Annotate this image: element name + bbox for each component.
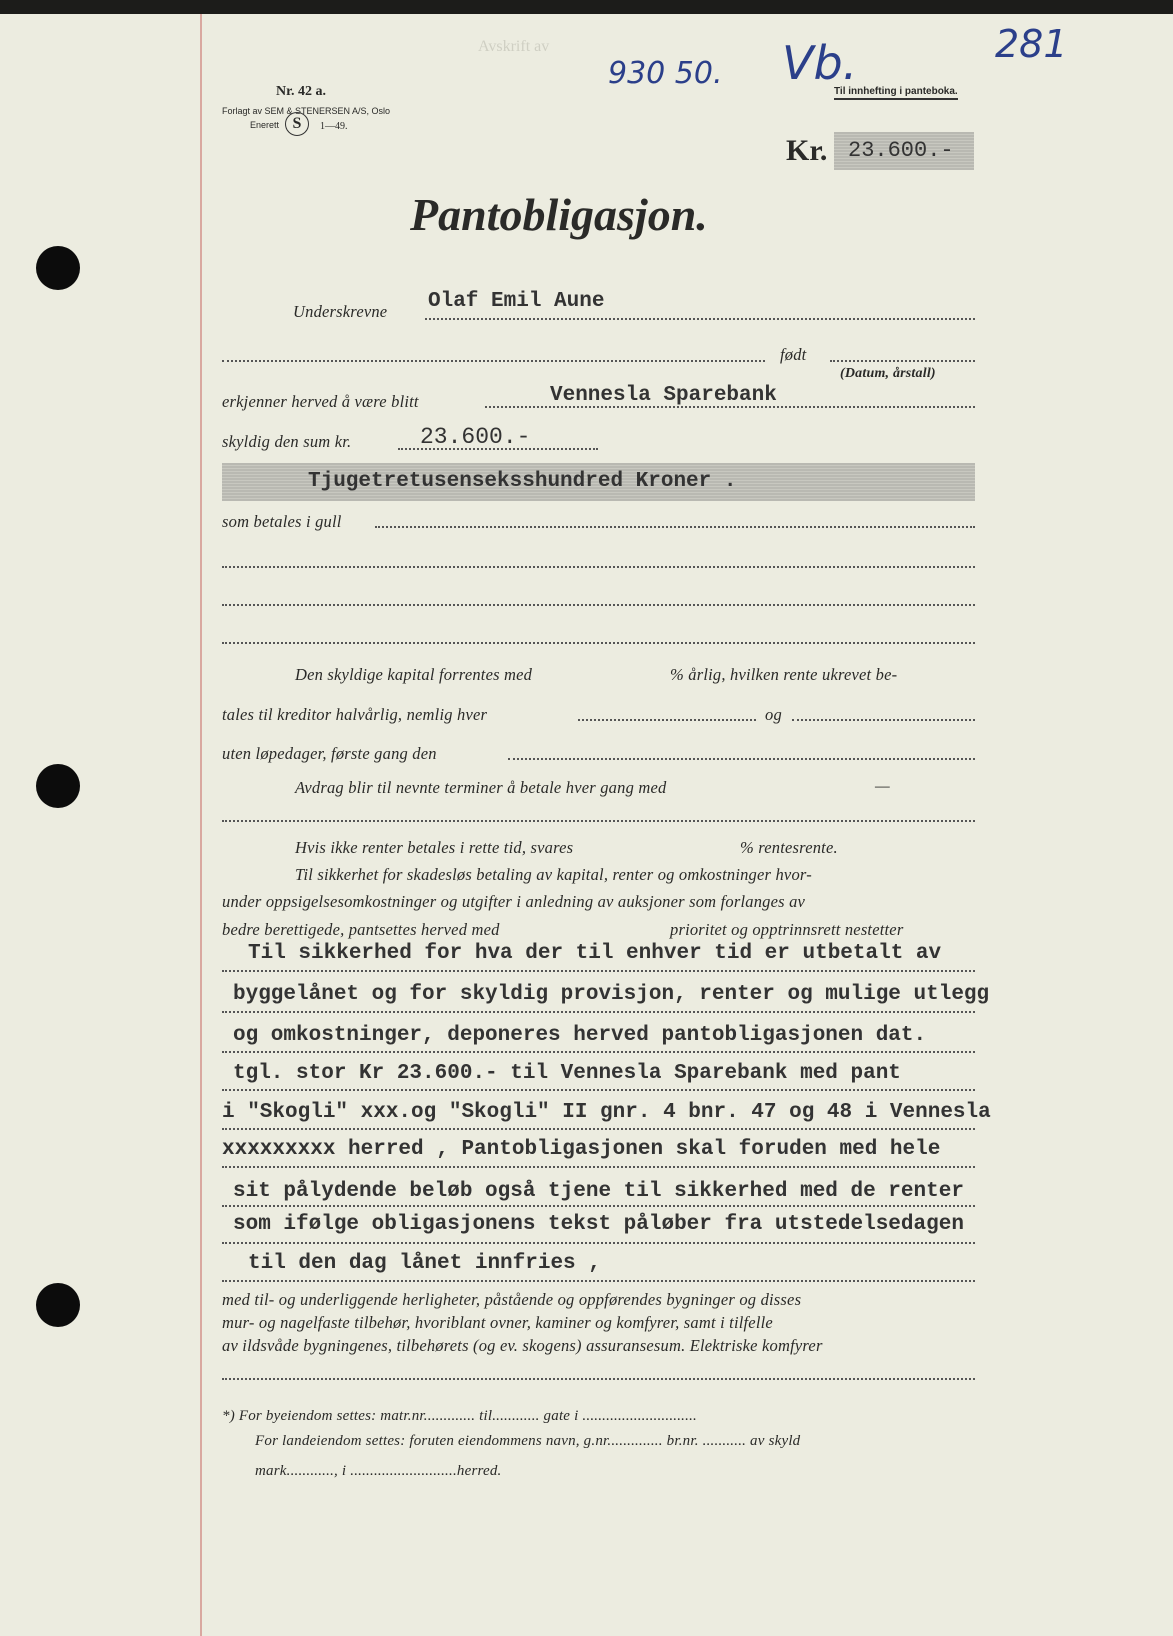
skyldig-label: skyldig den sum kr. bbox=[222, 432, 352, 451]
page-number: 281 bbox=[995, 22, 1068, 66]
gull-label: som betales i gull bbox=[222, 512, 342, 531]
erkjenner-label: erkjenner herved å være blitt bbox=[222, 392, 419, 411]
sum-value: 23.600.- bbox=[420, 424, 531, 450]
copyright: Enerett bbox=[250, 120, 280, 130]
faint-stamp: Avskrift av bbox=[478, 38, 550, 55]
underskrevne-label: Underskrevne bbox=[293, 302, 388, 321]
edition: 1—49. bbox=[320, 121, 348, 132]
punch-hole bbox=[36, 1283, 80, 1327]
page-title: Pantobligasjon. bbox=[410, 189, 708, 240]
punch-hole bbox=[36, 246, 80, 290]
form-number: Nr. 42 a. bbox=[276, 84, 327, 99]
punch-hole bbox=[36, 764, 80, 808]
rente-text: tales til kreditor halvårlig, nemlig hver bbox=[222, 705, 488, 724]
binding-note: Til innhefting i panteboka. bbox=[834, 86, 958, 100]
closing-text: mur- og nagelfaste tilbehør, hvoriblant ovner, kaminer og komfyrer, samt i tilfelle bbox=[222, 1313, 773, 1332]
avdrag-text: Avdrag blir til nevnte terminer å betale hver gang med bbox=[295, 778, 667, 797]
margin-line bbox=[200, 14, 202, 1636]
initials: Vb. bbox=[782, 36, 858, 90]
avdrag-value: — bbox=[875, 776, 890, 795]
sikkerhet-text: under oppsigelsesomkostninger og utgifter i anledning av auksjoner som forlanges av bbox=[222, 892, 806, 911]
closing-text: av ildsvåde bygningenes, tilbehørets (og ev. skogens) assuransesum. Elektriske komfyrer bbox=[222, 1336, 823, 1355]
typed-line: sit pålydende beløb også tjene til sikkerhed med de renter bbox=[233, 1180, 964, 1203]
typed-line: xxxxxxxxx herred , Pantobligasjonen skal foruden med hele bbox=[222, 1138, 941, 1161]
fodt-label: født bbox=[780, 345, 807, 364]
underskrevne-value: Olaf Emil Aune bbox=[428, 290, 605, 313]
footnote: *) For byeiendom settes: matr.nr............. til............ gate i ............................. bbox=[222, 1408, 697, 1424]
sum-words: Tjugetretusenseksshundred Kroner . bbox=[308, 470, 737, 493]
typed-line: til den dag lånet innfries , bbox=[248, 1252, 601, 1275]
footnote: mark............, i ...........................herred. bbox=[255, 1463, 502, 1479]
footnote: For landeiendom settes: foruten eiendommens navn, g.nr.............. br.nr. ........... av skyld bbox=[255, 1433, 801, 1449]
typed-line: Til sikkerhed for hva der til enhver tid er utbetalt av bbox=[248, 942, 942, 965]
typed-line: tgl. stor Kr 23.600.- til Vennesla Sparebank med pant bbox=[233, 1062, 901, 1085]
datum-note: (Datum, årstall) bbox=[840, 366, 936, 381]
hvis-text: % rentesrente. bbox=[740, 838, 838, 857]
rente-text: og bbox=[765, 705, 782, 724]
scan-top-edge bbox=[0, 0, 1173, 14]
sikkerhet-text: prioritet og opptrinnsrett nestetter bbox=[670, 920, 904, 939]
publisher-logo-icon: S bbox=[285, 112, 309, 136]
typed-line: som ifølge obligasjonens tekst påløber fra utstedelsedagen bbox=[233, 1213, 964, 1236]
rente-text: Den skyldige kapital forrentes med bbox=[295, 665, 533, 684]
rente-text: uten løpedager, første gang den bbox=[222, 744, 437, 763]
amount-value: 23.600.- bbox=[848, 138, 954, 163]
typed-line: og omkostninger, deponeres herved pantobligasjonen dat. bbox=[233, 1024, 927, 1047]
hvis-text: Hvis ikke renter betales i rette tid, svares bbox=[295, 838, 574, 857]
typed-line: i "Skogli" xxx.og "Skogli" II gnr. 4 bnr. 47 og 48 i Vennesla bbox=[222, 1101, 991, 1124]
amount-label: Kr. bbox=[786, 134, 828, 167]
closing-text: med til- og underliggende herligheter, påstående og oppførendes bygninger og disses bbox=[222, 1290, 802, 1309]
creditor-value: Vennesla Sparebank bbox=[550, 384, 777, 407]
sikkerhet-text: bedre berettigede, pantsettes herved med bbox=[222, 920, 500, 939]
sikkerhet-text: Til sikkerhet for skadesløs betaling av kapital, renter og omkostninger hvor- bbox=[295, 865, 812, 884]
typed-line: byggelånet og for skyldig provisjon, renter og mulige utlegg bbox=[233, 983, 990, 1006]
publisher: Forlagt av SEM & STENERSEN A/S, Oslo bbox=[222, 106, 391, 116]
rente-text: % årlig, hvilken rente ukrevet be- bbox=[670, 665, 898, 684]
journal-number: 930 50. bbox=[608, 56, 723, 91]
